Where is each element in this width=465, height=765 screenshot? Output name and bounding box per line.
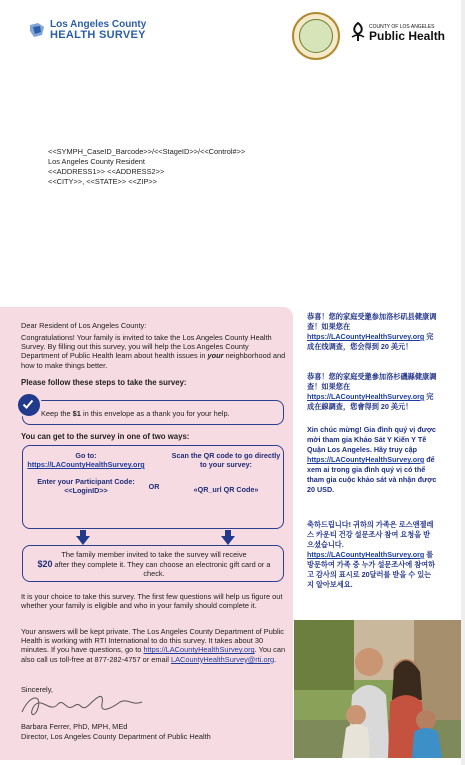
down-arrow-icon	[76, 536, 90, 545]
page-edge	[461, 0, 465, 765]
logo-line1: Los Angeles County	[50, 19, 147, 30]
login-id: <<LoginID>>	[64, 486, 108, 495]
public-health-logo	[350, 22, 445, 42]
choice-paragraph: It is your choice to take this survey. The first few questions will help us figure out whether your family is eligible and who in your family should complete it.	[21, 592, 283, 611]
mailing-address	[48, 147, 245, 187]
privacy-paragraph: Your answers will be kept private. The Los Angeles County Department of Public Health is working with RTI International to do this survey. It takes about 30 minutes. If you have questions, go to https://LACountyHealthSurvey.org. You can also call us toll-free at 877-282-4757 or email LACountyHealthSurvey@rti.org.	[21, 627, 286, 664]
or-divider: OR	[148, 482, 160, 491]
address-line: Los Angeles County Resident	[48, 157, 145, 166]
translation-zh-simplified: 恭喜！您的家庭受邀参加洛杉矶县健康调查！如果您在 https://LACountyHealthSurvey.org 完成在线调查，您会得到 20 美元！	[307, 312, 437, 351]
signer-name: Barbara Ferrer, PhD, MPH, MEd	[21, 722, 128, 731]
survey-link[interactable]: https://LACountyHealthSurvey.org	[307, 392, 425, 401]
address-line: <<CITY>>, <<STATE>> <<ZIP>>	[48, 177, 158, 186]
survey-link[interactable]: https://LACountyHealthSurvey.org	[307, 550, 425, 559]
incentive-box	[22, 545, 284, 582]
ph-small-text: COUNTY OF LOS ANGELES	[369, 24, 435, 30]
qr-option: Scan the QR code to go directly to your survey: «QR_url QR Code»	[171, 451, 281, 494]
family-photo	[294, 620, 462, 758]
translation-vietnamese: Xin chúc mừng! Gia đình quý vị được mời tham gia Khảo Sát Y Kiến Y Tế Quận Los Angeles. Hãy truy cập https://LACountyHealthSurvey.org để xem ai trong gia đình quý vị có thể tham gia cuộc khảo sát và nhận được 20 USD.	[307, 425, 437, 494]
goto-option: Go to: https://LACountyHealthSurvey.org Enter your Participant Code: <<LoginID>>	[27, 451, 145, 495]
step1-text: Keep the $1 in this envelope as a thank you for your help.	[41, 409, 230, 418]
intro-paragraph: Congratulations! Your family is invited to take the Los Angeles County Health Survey. By filling out this survey, you will help the Los Angeles County Department of Public Health learn about health issues in your neighborhood and how to make things better.	[21, 333, 286, 370]
email-link[interactable]: LACountyHealthSurvey@rti.org	[170, 654, 275, 664]
la-health-survey-logo	[28, 20, 146, 40]
address-line: <<SYMPH_CaseID_Barcode>>/<<StageID>>/<<Control#>>	[48, 147, 246, 156]
la-health-survey-logo-icon	[28, 21, 46, 39]
ph-big-text: Public Health	[369, 29, 446, 43]
step1-box	[22, 400, 284, 425]
ways-heading: You can get to the survey in one of two ways:	[21, 432, 190, 441]
closing: Sincerely,	[21, 685, 53, 694]
down-arrow-icon	[221, 536, 235, 545]
signer-title: Director, Los Angeles County Department of Public Health	[21, 732, 211, 741]
checkmark-icon	[16, 392, 42, 418]
survey-link[interactable]: https://LACountyHealthSurvey.org	[143, 645, 255, 655]
incentive-text: The family member invited to take the survey will receive $20 after they complete it. They can choose an electronic gift card or a check.	[37, 550, 271, 578]
steps-heading: Please follow these steps to take the survey:	[21, 378, 187, 387]
salutation: Dear Resident of Los Angeles County:	[21, 321, 147, 330]
survey-link[interactable]: https://LACountyHealthSurvey.org	[307, 332, 425, 341]
signature	[20, 690, 150, 722]
translation-zh-traditional: 恭喜！您的家庭受邀參加洛杉磯縣健康調查！如果您在 https://LACountyHealthSurvey.org 完成在線調查，您會得到 20 美元！	[307, 372, 437, 411]
access-options-box	[22, 445, 284, 529]
address-line: <<ADDRESS1>> <<ADDRESS2>>	[48, 167, 165, 176]
qr-code-placeholder[interactable]: «QR_url QR Code»	[193, 485, 259, 494]
survey-link[interactable]: https://LACountyHealthSurvey.org	[27, 460, 145, 469]
logo-line2: HEALTH SURVEY	[50, 29, 146, 41]
county-seal-icon	[292, 12, 340, 60]
public-health-logo-icon	[350, 22, 366, 42]
translation-korean: 축하드립니다! 귀하의 가족은 로스앤젤레스 카운티 건강 설문조사 참여 요청을 받으셨습니다. https://LACountyHealthSurvey.org 를 방문하여 가족 중 누가 설문조사에 참여하고 감사의 표시로 20달러를 받을 수 있는지 알아보세요.	[307, 520, 436, 589]
survey-link[interactable]: https://LACountyHealthSurvey.org	[307, 455, 425, 464]
